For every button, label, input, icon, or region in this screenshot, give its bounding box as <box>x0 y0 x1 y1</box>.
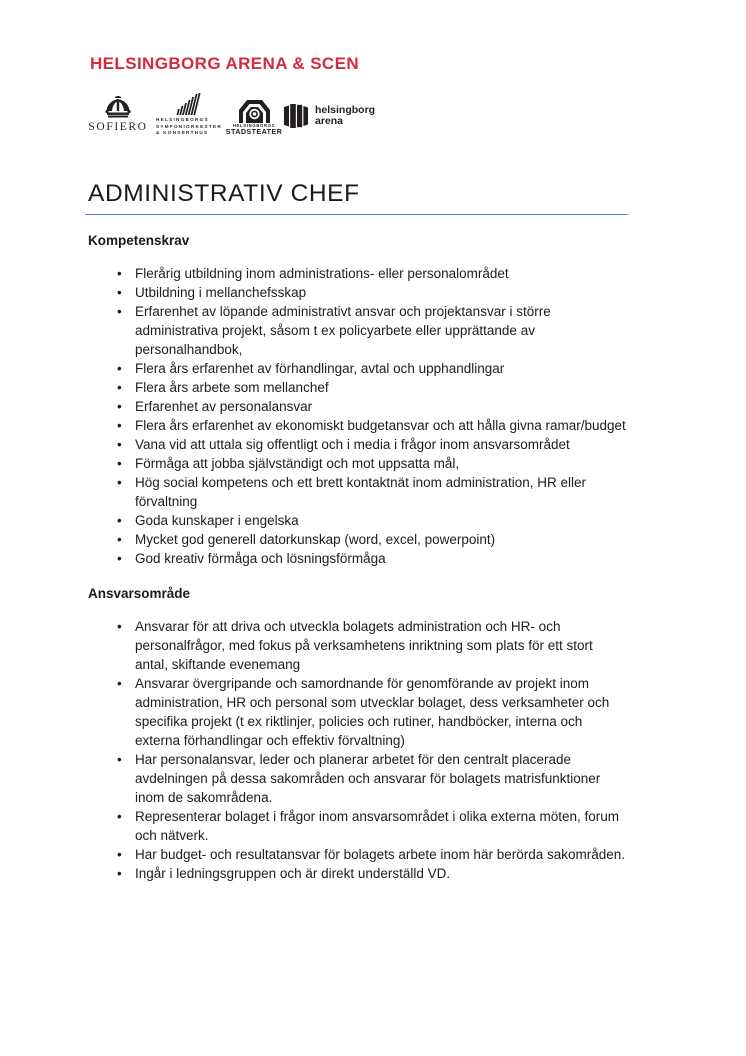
arena-line-2: arena <box>315 115 344 127</box>
arena-logo <box>284 104 375 128</box>
symfoni-line-3: & KONSERTHUS <box>156 130 209 136</box>
page-title: ADMINISTRATIV CHEF <box>88 180 360 207</box>
list-item: • God kreativ förmåga och lösningsförmåga <box>88 549 628 568</box>
list-item: • Ansvarar för att driva och utveckla bolagets administration och HR- och personalfrågor, med fokus på verksamhetens inriktning som plats för ett stort antal, skiftande evenemang <box>88 617 628 674</box>
list-item: • Hög social kompetens och ett brett kontaktnät inom administration, HR eller förvaltning <box>88 473 628 511</box>
list-item: • Ingår i ledningsgruppen och är direkt underställd VD. <box>88 864 628 883</box>
stadsteater-logo <box>225 98 283 136</box>
list-item: • Representerar bolaget i frågor inom ansvarsområdet i olika externa möten, forum och nätverk. <box>88 807 628 845</box>
arena-line-1: helsingborg <box>315 104 376 116</box>
bullet-list <box>88 264 628 568</box>
list-item: • Erfarenhet av löpande administrativt ansvar och projektansvar i större administrativa projekt, såsom t ex policyarbete eller upprättande av personalhandbok, <box>88 302 628 359</box>
stadsteater-line-1: HELSINGBORGS <box>232 123 276 128</box>
list-item: • Förmåga att jobba självständigt och mot uppsatta mål, <box>88 454 628 473</box>
symfoni-line-1: HELSINGBORGS <box>156 117 209 122</box>
list-item: • Flera års erfarenhet av ekonomiskt budgetansvar och att hålla givna ramar/budget <box>88 416 628 435</box>
vertical-bars-icon <box>284 104 309 128</box>
list-item: • Vana vid att uttala sig offentligt och i media i frågor inom ansvarsområdet <box>88 435 628 454</box>
section-heading: Ansvarsområde <box>88 586 191 601</box>
document-section <box>88 232 628 568</box>
document-content <box>88 181 628 883</box>
stadsteater-line-2: STADSTEATER <box>225 127 283 136</box>
list-item: • Har personalansvar, leder och planerar arbetet för den centralt placerade avdelningen på dessa sakområden och ansvarar för bolagets matrisfunktioner inom de sakområdena. <box>88 750 628 807</box>
title-rule <box>85 214 628 215</box>
crown-icon <box>103 96 133 118</box>
symfoni-logo <box>157 93 221 137</box>
section-heading: Kompetenskrav <box>88 233 190 248</box>
document-section <box>88 585 628 883</box>
symfoni-line-2: SYMFONIORKESTER <box>156 123 222 129</box>
symfoni-wordmark <box>156 117 222 137</box>
brand-title: HELSINGBORG ARENA & SCEN <box>90 54 360 73</box>
list-item: • Flera års arbete som mellanchef <box>88 378 628 397</box>
list-item: • Ansvarar övergripande och samordnande för genomförande av projekt inom administration, HR och personal som utvecklar bolaget, dess verksamheter och specifika projekt (t ex riktlinjer, policies och rutiner, handböcker, interna och externa förhandlingar och effektiv förvaltning) <box>88 674 628 750</box>
sofiero-logo <box>88 96 148 133</box>
list-item: • Flerårig utbildning inom administrations- eller personalområdet <box>88 264 628 283</box>
sofiero-wordmark: SOFIERO <box>88 121 148 133</box>
document-body <box>88 232 628 883</box>
rising-bars-icon <box>174 93 204 115</box>
theater-arch-icon <box>236 98 273 123</box>
list-item: • Utbildning i mellanchefsskap <box>88 283 628 302</box>
arena-wordmark <box>315 105 375 127</box>
bullet-list <box>88 617 628 883</box>
list-item: • Erfarenhet av personalansvar <box>88 397 628 416</box>
list-item: • Har budget- och resultatansvar för bolagets arbete inom här berörda sakområden. <box>88 845 628 864</box>
list-item: • Goda kunskaper i engelska <box>88 511 628 530</box>
list-item: • Mycket god generell datorkunskap (word, excel, powerpoint) <box>88 530 628 549</box>
list-item: • Flera års erfarenhet av förhandlingar, avtal och upphandlingar <box>88 359 628 378</box>
